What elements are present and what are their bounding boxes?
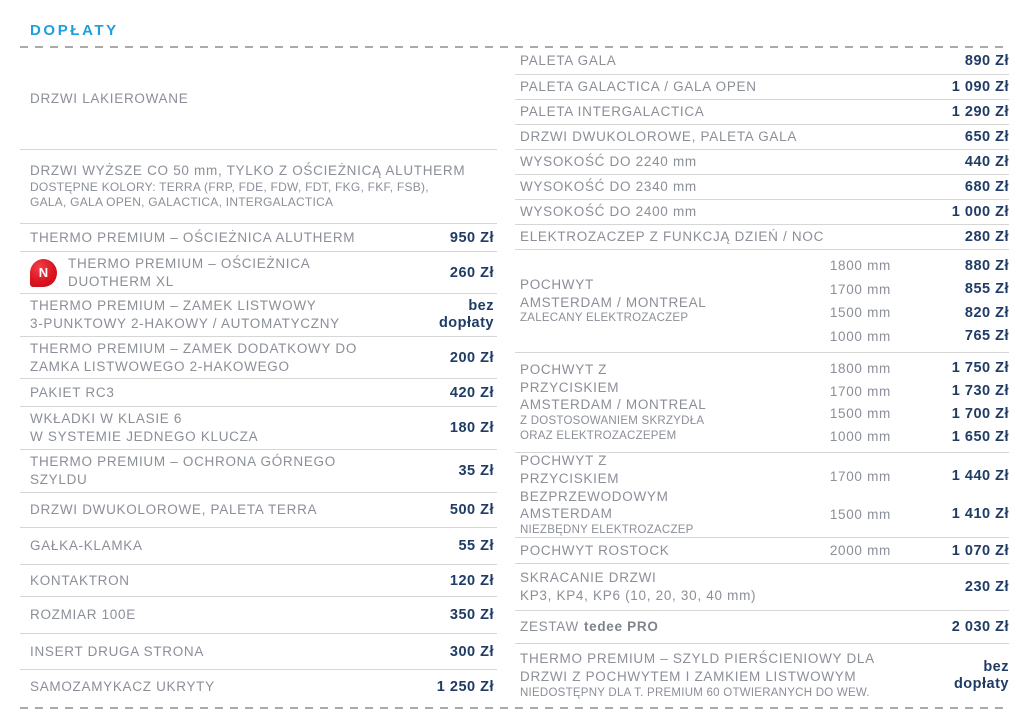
table-row	[20, 565, 497, 597]
item-price: 280 Zł	[964, 229, 1009, 245]
table-row-group	[515, 250, 1009, 353]
size-label: 1700 mm	[829, 383, 891, 399]
size-price-row	[709, 278, 1009, 302]
table-row	[20, 294, 497, 337]
table-column-left	[20, 48, 497, 707]
item-price: 500 Zł	[449, 502, 494, 518]
item-price: 890 Zł	[964, 53, 1009, 69]
item-label-line: ZAMKA LISTWOWEGO 2-HAKOWEGO	[30, 358, 290, 374]
item-price: 1 440 Zł	[951, 468, 1009, 484]
item-label: ROZMIAR 100E	[30, 607, 136, 623]
item-label	[30, 410, 258, 445]
item-price: 120 Zł	[449, 572, 494, 589]
table-row	[20, 634, 497, 670]
item-label	[520, 250, 709, 352]
item-label: POCHWYT ROSTOCK	[520, 542, 670, 558]
size-price-list	[709, 353, 1009, 452]
item-label-line: DRZWI Z POCHWYTEM I ZAMKIEM LISTWOWYM	[520, 669, 857, 685]
item-price: 180 Zł	[449, 420, 494, 436]
item-label-part: ZESTAW	[520, 619, 579, 635]
item-price: 1 750 Zł	[951, 360, 1009, 377]
size-label: 1500 mm	[829, 305, 891, 321]
size-price-row	[709, 457, 1009, 495]
item-label-line: BEZPRZEWODOWYM AMSTERDAM	[520, 488, 669, 522]
price-line: dopłaty	[438, 315, 494, 331]
item-note: ZALECANY ELEKTROZACZEP	[520, 312, 689, 325]
table-row	[515, 538, 1009, 564]
item-label-line: WKŁADKI W KLASIE 6	[30, 411, 183, 427]
item-price: 1 250 Zł	[436, 679, 494, 695]
size-label: 1000 mm	[829, 328, 891, 344]
item-price	[439, 298, 494, 331]
table-row	[515, 48, 1009, 75]
item-price: 350 Zł	[449, 607, 494, 623]
dashed-divider-bottom	[20, 707, 1009, 709]
item-label: SAMOZAMYKACZ UKRYTY	[30, 679, 215, 695]
item-label	[520, 618, 659, 636]
item-label	[30, 162, 465, 211]
item-label-line: SZYLDU	[30, 472, 88, 487]
item-label: PALETA INTERGALACTICA	[520, 104, 705, 120]
size-price-row	[709, 380, 1009, 403]
item-label-line: AMSTERDAM / MONTREAL	[520, 294, 707, 310]
price-line: dopłaty	[953, 675, 1009, 692]
item-label: PALETA GALA	[520, 53, 617, 69]
item-note: ORAZ ELEKTROZACZEPEM	[520, 429, 677, 442]
size-label: 2000 mm	[829, 543, 891, 558]
table-row-group	[515, 453, 1009, 538]
item-label: INSERT DRUGA STRONA	[30, 643, 205, 659]
table-row	[20, 670, 497, 704]
table-row	[20, 337, 497, 379]
table-row	[515, 611, 1009, 644]
table-row	[20, 252, 497, 294]
item-label-line: POCHWYT Z PRZYCISKIEM	[520, 362, 620, 395]
item-price: 300 Zł	[449, 643, 494, 660]
item-price: 855 Zł	[964, 281, 1009, 298]
item-price: 1 000 Zł	[951, 204, 1009, 220]
item-price: 1 070 Zł	[951, 542, 1009, 559]
size-label: 1700 mm	[829, 468, 891, 484]
item-label: THERMO PREMIUM – OŚCIEŻNICA ALUTHERM	[30, 229, 356, 245]
item-note: NIEDOSTĘPNY DLA T. PREMIUM 60 OTWIERANYCH DO WEW.	[520, 686, 870, 699]
item-label-line: DRZWI WYŻSZE CO 50 mm, TYLKO Z OŚCIEŻNICĄ ALUTHERM	[30, 163, 466, 179]
table-row	[20, 597, 497, 634]
table-row	[20, 493, 497, 528]
item-label	[30, 255, 310, 290]
item-price: 1 730 Zł	[951, 383, 1009, 400]
two-column-table	[20, 48, 1009, 707]
table-row	[515, 100, 1009, 125]
item-price: 230 Zł	[964, 579, 1009, 595]
table-row	[20, 379, 497, 407]
item-price: 950 Zł	[449, 229, 494, 246]
item-note: NIEZBĘDNY ELEKTROZACZEP	[520, 523, 694, 536]
size-price-row	[709, 425, 1009, 448]
item-price: 765 Zł	[964, 328, 1009, 345]
size-price-row	[709, 325, 1009, 349]
item-price: 820 Zł	[964, 304, 1009, 321]
size-price-row	[709, 301, 1009, 325]
size-price-row	[709, 357, 1009, 380]
table-row	[20, 224, 497, 252]
item-label-line: THERMO PREMIUM – SZYLD PIERŚCIENIOWY DLA	[520, 651, 875, 667]
item-price: 1 650 Zł	[951, 428, 1009, 445]
table-row	[515, 564, 1009, 611]
table-row	[20, 407, 497, 450]
size-label: 1500 mm	[829, 506, 891, 522]
item-price: 1 090 Zł	[951, 79, 1009, 95]
item-price: 35 Zł	[458, 463, 494, 479]
table-row-group	[515, 353, 1009, 453]
item-label-line: SKRACANIE DRZWI	[520, 570, 657, 586]
item-label-line: DUOTHERM XL	[68, 273, 174, 289]
item-label-line: POCHWYT	[520, 276, 594, 292]
item-label-line: THERMO PREMIUM – ZAMEK DODATKOWY DO	[30, 340, 358, 356]
item-label	[30, 340, 357, 375]
item-label: KONTAKTRON	[30, 572, 130, 588]
item-price: 420 Zł	[449, 384, 494, 401]
item-label-lines	[68, 255, 310, 290]
item-label	[520, 353, 709, 452]
size-price-row	[709, 254, 1009, 278]
item-label: ELEKTROZACZEP Z FUNKCJĄ DZIEŃ / NOC	[520, 229, 825, 245]
item-label-line: 3-PUNKTOWY 2-HAKOWY / AUTOMATYCZNY	[30, 316, 340, 331]
item-note: Z DOSTOSOWANIEM SKRZYDŁA	[520, 414, 705, 427]
size-label: 1000 mm	[829, 429, 891, 445]
section-header	[20, 0, 1009, 46]
item-label-line: W SYSTEMIE JEDNEGO KLUCZA	[30, 429, 259, 444]
item-price	[954, 659, 1009, 692]
item-sublabel: GALA, GALA OPEN, GALACTICA, INTERGALACTICA	[30, 195, 334, 210]
size-label: 1800 mm	[829, 258, 891, 274]
price-line: bez	[983, 658, 1009, 675]
item-label-line: THERMO PREMIUM – ZAMEK LISTWOWY	[30, 298, 317, 314]
size-price-list	[709, 250, 1009, 352]
table-row	[20, 48, 497, 150]
item-label-line: AMSTERDAM / MONTREAL	[520, 397, 707, 413]
table-row	[515, 175, 1009, 200]
item-label	[520, 569, 756, 604]
table-row	[20, 450, 497, 493]
size-price-list	[709, 453, 1009, 537]
item-price: 1 410 Zł	[951, 506, 1009, 522]
table-row	[515, 225, 1009, 250]
item-price: 1 290 Zł	[951, 104, 1009, 120]
item-label	[520, 650, 954, 700]
item-label	[520, 453, 709, 537]
item-label: GAŁKA-KLAMKA	[30, 538, 143, 554]
item-label-line: THERMO PREMIUM – OCHRONA GÓRNEGO	[30, 454, 336, 470]
size-price-row	[709, 403, 1009, 426]
item-price: 55 Zł	[458, 538, 494, 554]
price-line: bez	[468, 298, 494, 315]
size-label: 1700 mm	[829, 281, 891, 297]
item-label-line: POCHWYT Z PRZYCISKIEM	[520, 453, 620, 486]
item-sublabel: DOSTĘPNE KOLORY: TERRA (FRP, FDE, FDW, FDT, FKG, FKF, FSB),	[30, 179, 429, 194]
table-row	[20, 150, 497, 224]
size-label: 1800 mm	[829, 360, 891, 376]
item-label: DRZWI LAKIEROWANE	[30, 90, 189, 106]
item-label: PALETA GALACTICA / GALA OPEN	[520, 79, 757, 95]
item-label	[30, 453, 336, 488]
item-price: 650 Zł	[964, 129, 1009, 145]
new-badge-icon: N	[30, 259, 57, 287]
item-label: DRZWI DWUKOLOROWE, PALETA TERRA	[30, 502, 318, 518]
table-row	[20, 528, 497, 565]
item-price: 200 Zł	[449, 349, 494, 366]
item-label-line: THERMO PREMIUM – OŚCIEŻNICA	[68, 255, 311, 271]
brand-label: tedee PRO	[583, 619, 659, 635]
size-label: 1500 mm	[829, 406, 891, 422]
item-price: 1 700 Zł	[951, 405, 1009, 422]
item-price: 880 Zł	[964, 257, 1009, 274]
item-label	[30, 297, 340, 332]
item-label: WYSOKOŚĆ DO 2400 mm	[520, 204, 697, 220]
table-row	[515, 75, 1009, 100]
item-price: 440 Zł	[964, 154, 1009, 170]
table-row	[515, 150, 1009, 175]
item-label-line: KP3, KP4, KP6 (10, 20, 30, 40 mm)	[520, 588, 757, 603]
item-label: DRZWI DWUKOLOROWE, PALETA GALA	[520, 129, 798, 145]
item-label: PAKIET RC3	[30, 384, 115, 400]
item-price: 680 Zł	[964, 179, 1009, 195]
page-title: DOPŁATY	[30, 22, 119, 39]
size-price-row	[709, 495, 1009, 533]
item-label: WYSOKOŚĆ DO 2240 mm	[520, 154, 697, 170]
table-row	[515, 644, 1009, 707]
table-row	[515, 125, 1009, 150]
table-column-right	[515, 48, 1009, 707]
table-row	[515, 200, 1009, 225]
item-label: WYSOKOŚĆ DO 2340 mm	[520, 179, 697, 195]
item-price: 2 030 Zł	[951, 619, 1009, 635]
item-price: 260 Zł	[449, 264, 494, 281]
